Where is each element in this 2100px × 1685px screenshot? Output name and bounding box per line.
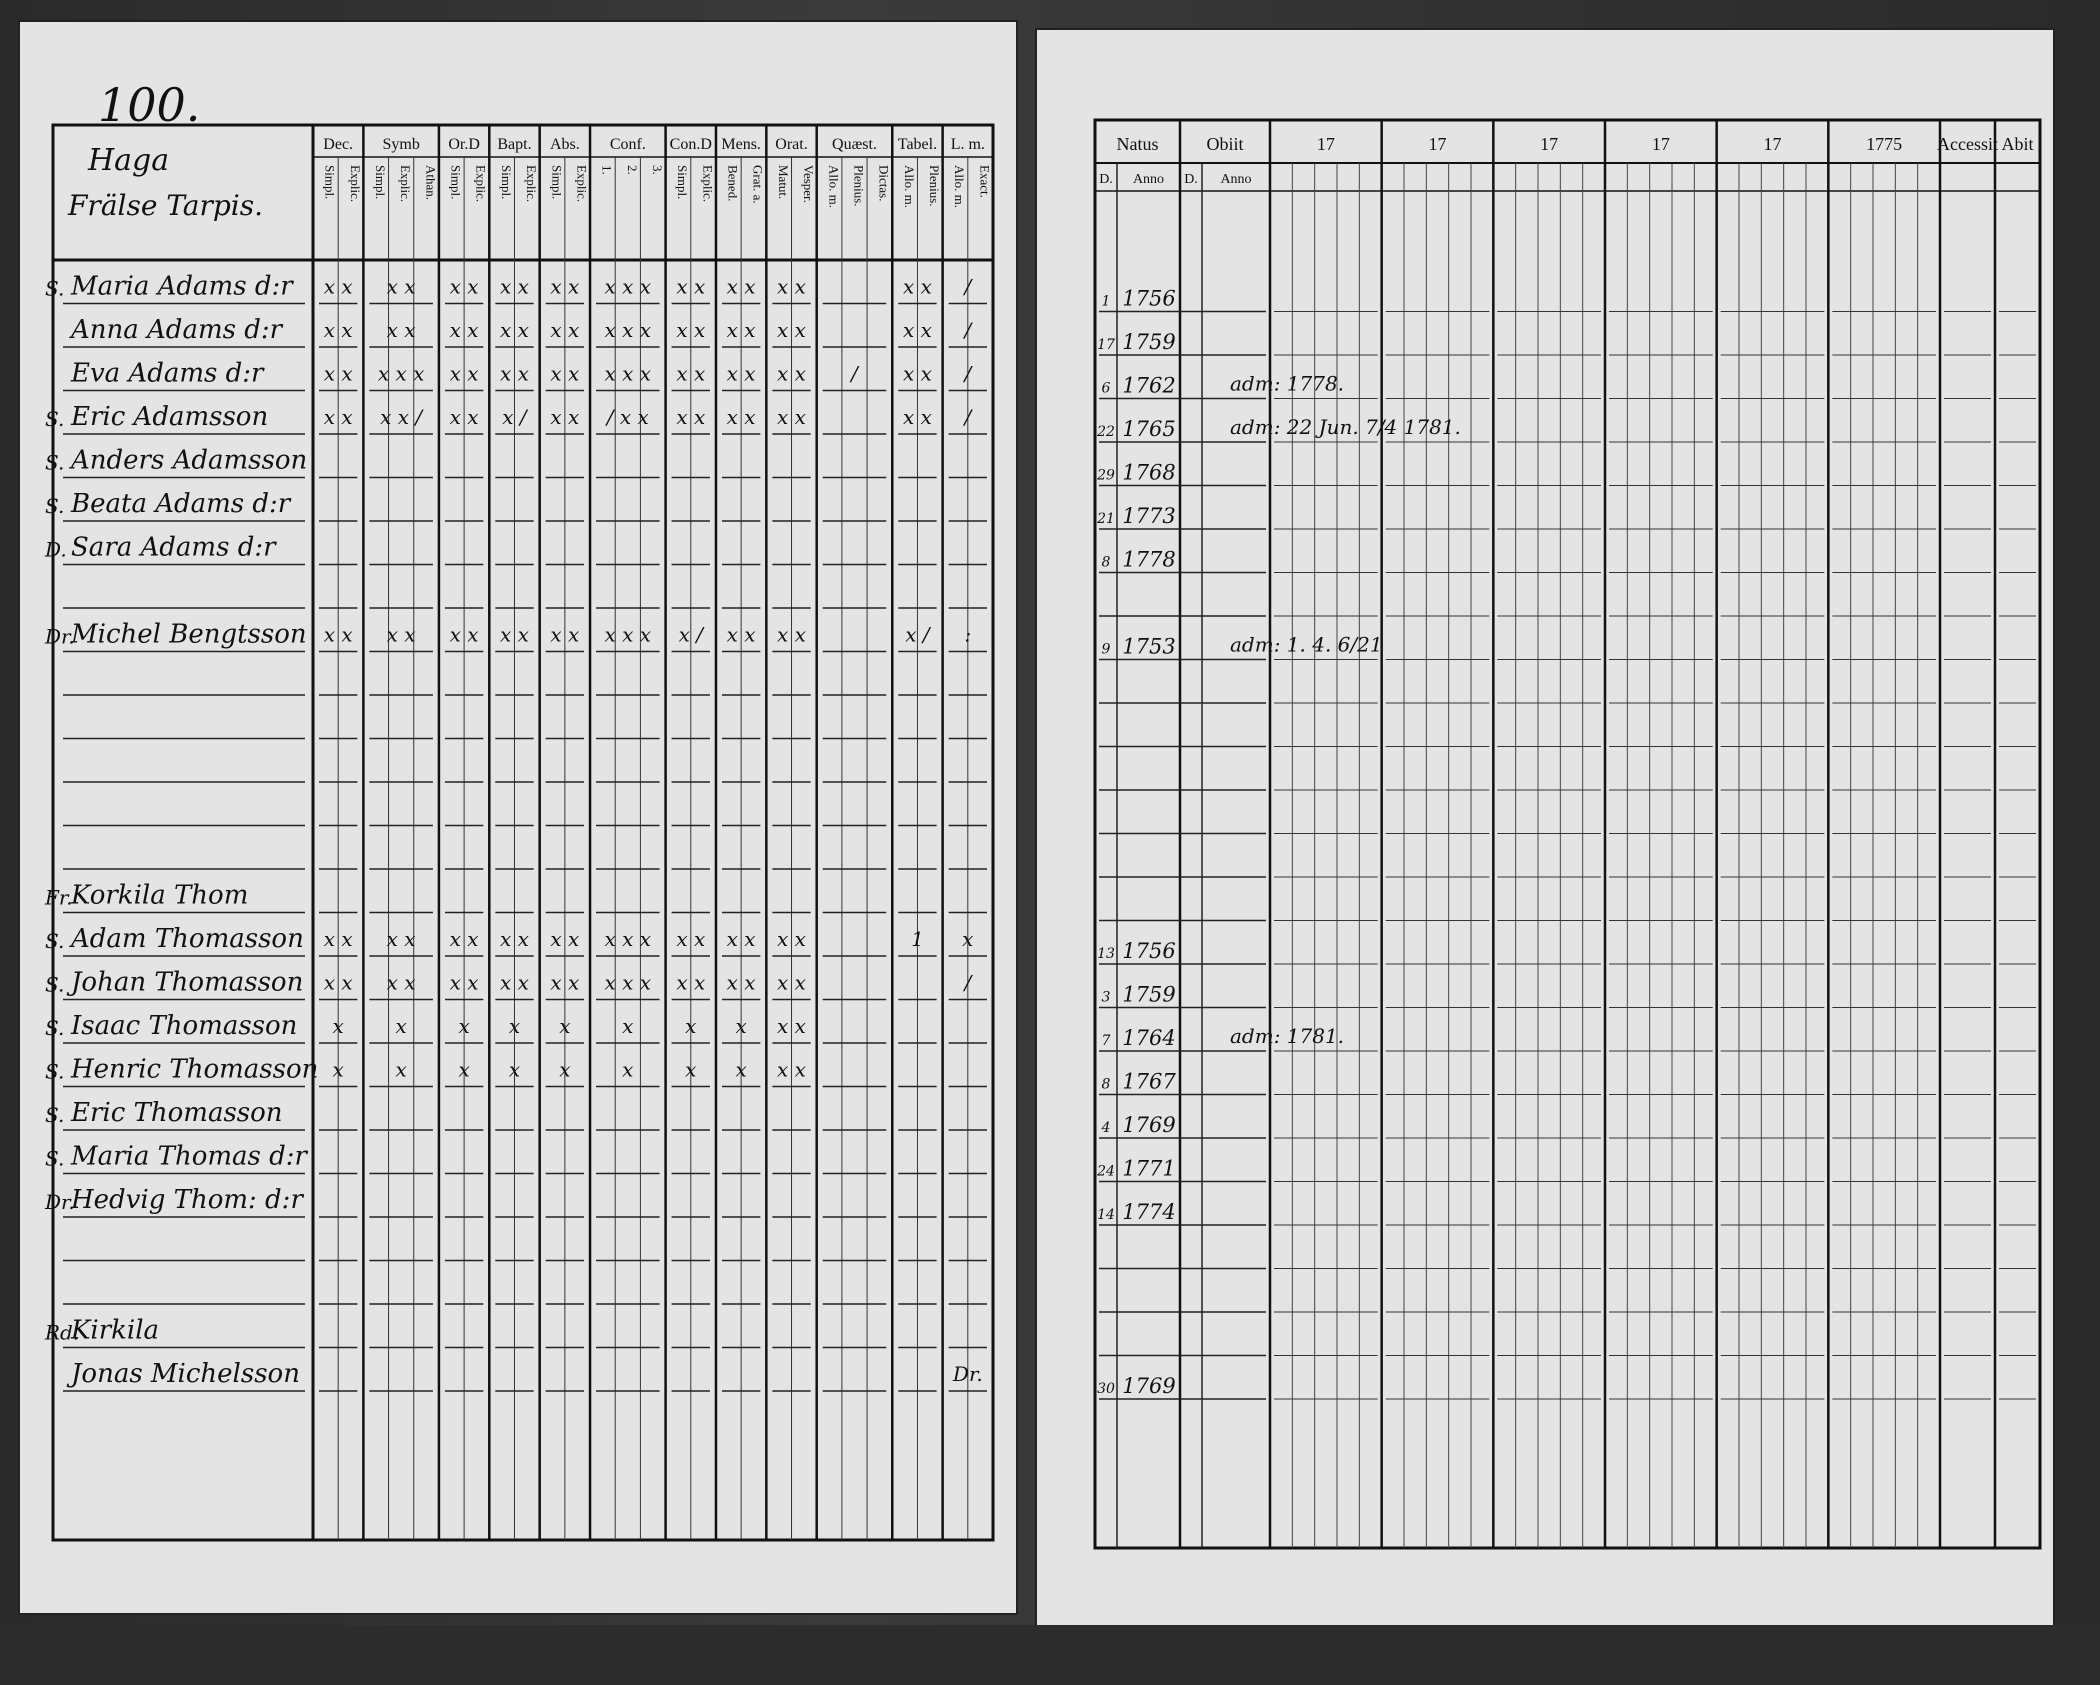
birth-day: 30 — [1097, 1381, 1115, 1397]
column-sub-label: Plenius. — [927, 165, 943, 207]
birth-year: 1769 — [1122, 1374, 1176, 1398]
column-sub-label: Simpl. — [372, 165, 388, 200]
exam-mark: x — [458, 1057, 470, 1082]
exam-mark: x x — [777, 622, 806, 647]
column-sub-label: 1. — [599, 165, 615, 175]
exam-mark: / — [964, 361, 972, 386]
person-name: Maria Thomas d:r — [71, 1141, 307, 1172]
exam-mark: x / — [905, 622, 930, 647]
column-sub-label: Simpl. — [322, 165, 338, 200]
exam-mark: x x — [777, 318, 806, 342]
exam-mark: x x — [902, 405, 932, 429]
exam-mark: x x x — [604, 622, 652, 647]
person-name: Hedvig Thom: d:r — [71, 1185, 303, 1215]
household-type: Frälse Tarpis. — [68, 189, 264, 222]
row-marker: Rd. — [45, 1320, 80, 1345]
birth-year: 1773 — [1122, 504, 1176, 528]
exam-mark: x x — [777, 274, 806, 299]
column-group-label: Abs. — [549, 136, 580, 153]
column-sub-label: Allo. m. — [901, 165, 917, 208]
admission-note: adm: 1778. — [1230, 371, 1345, 396]
exam-mark: x x — [726, 361, 756, 386]
exam-mark: x x x — [377, 361, 425, 386]
birth-day: 17 — [1097, 337, 1115, 353]
right-column-label: 17 — [1316, 134, 1335, 154]
right-sub-label: D. — [1099, 172, 1113, 187]
exam-mark: x x — [323, 318, 353, 342]
exam-mark: x x — [386, 274, 416, 299]
exam-mark: x x — [500, 318, 529, 342]
column-sub-label: 3. — [650, 165, 665, 175]
row-marker: S. — [45, 494, 65, 518]
exam-mark: x x — [500, 970, 529, 995]
exam-mark: x x — [386, 970, 416, 995]
exam-mark: x x — [726, 274, 756, 299]
birth-year: 1759 — [1122, 982, 1176, 1007]
exam-mark: x x — [323, 361, 353, 386]
exam-mark: x x — [726, 405, 756, 429]
exam-mark: x x — [386, 622, 416, 647]
left-page — [18, 20, 1018, 1615]
birth-day: 3 — [1101, 989, 1111, 1006]
exam-mark: x x — [449, 361, 479, 386]
exam-mark: x x — [550, 318, 580, 342]
column-group-label: L. m. — [950, 136, 985, 153]
right-register-grid — [1035, 28, 2055, 1628]
exam-mark: x x — [323, 970, 353, 995]
exam-mark: / — [964, 318, 972, 342]
exam-mark: x x — [500, 274, 529, 299]
person-name: Beata Adams d:r — [71, 489, 291, 519]
right-sub-label: D. — [1184, 172, 1198, 187]
exam-mark: x x — [676, 318, 706, 342]
right-column-label: Abit — [2001, 134, 2034, 154]
exam-mark: x x — [449, 970, 479, 995]
column-sub-label: Grat. a. — [750, 165, 766, 204]
column-sub-label: Exact. — [977, 165, 993, 198]
exam-mark: x x — [726, 318, 756, 342]
right-sub-label: Anno — [1220, 172, 1252, 187]
exam-mark: x x — [500, 927, 529, 951]
person-name: Jonas Michelsson — [71, 1359, 300, 1389]
birth-day: 8 — [1101, 1076, 1111, 1093]
exam-mark: x x — [550, 927, 580, 951]
exam-mark: x — [559, 1057, 571, 1082]
birth-year: 1774 — [1122, 1200, 1176, 1224]
right-column-label: Natus — [1116, 134, 1159, 154]
exam-mark: x x — [550, 405, 580, 429]
person-name: Kirkila — [71, 1315, 160, 1346]
exam-mark: x x — [726, 622, 756, 647]
household-name: Haga — [88, 143, 170, 178]
row-marker: S. — [45, 1016, 65, 1040]
birth-year: 1753 — [1122, 634, 1176, 659]
column-sub-label: Dictas. — [876, 165, 892, 202]
exam-mark: x — [622, 1014, 634, 1038]
exam-mark: x — [559, 1014, 571, 1038]
column-sub-label: Allo. m. — [826, 165, 842, 208]
exam-mark: x x x — [604, 970, 652, 995]
exam-mark: x x — [500, 361, 529, 386]
exam-mark: x — [508, 1014, 521, 1038]
birth-day: 7 — [1101, 1033, 1111, 1049]
birth-day: 8 — [1101, 554, 1111, 571]
birth-day: 4 — [1101, 1120, 1111, 1136]
right-sub-label: Anno — [1132, 172, 1165, 187]
person-name: Eric Adamsson — [71, 402, 269, 432]
scanner-edge — [0, 1625, 2100, 1685]
column-group-label: Tabel. — [897, 136, 938, 153]
person-name: Sara Adams d:r — [71, 532, 276, 563]
exam-mark: x — [332, 1057, 344, 1082]
exam-mark: x x — [777, 1014, 806, 1038]
column-sub-label: Explic. — [574, 165, 590, 203]
exam-mark: x — [508, 1057, 521, 1082]
exam-mark: x x — [777, 970, 806, 995]
exam-mark: x x x — [604, 274, 652, 299]
exam-mark: x — [458, 1014, 470, 1038]
exam-mark: x / — [678, 622, 703, 647]
birth-year: 1764 — [1122, 1026, 1176, 1050]
right-column-label: 1775 — [1866, 134, 1903, 154]
exam-mark: / — [964, 405, 972, 429]
column-sub-label: Explic. — [700, 165, 716, 203]
row-marker: S. — [45, 1103, 65, 1127]
exam-mark: x x — [726, 927, 756, 951]
row-marker: S. — [45, 407, 65, 431]
right-column-label: Accessit — [1937, 134, 1998, 154]
column-sub-label: Matut. — [775, 165, 791, 200]
row-marker: S. — [45, 929, 65, 953]
exam-mark: x x — [449, 622, 479, 647]
exam-mark: x — [685, 1014, 697, 1038]
right-column-label: 17 — [1540, 134, 1559, 154]
person-name: Michel Bengtsson — [71, 619, 307, 650]
exam-mark: x x — [323, 927, 353, 951]
exam-mark: x x — [676, 927, 706, 951]
exam-mark: x x — [902, 361, 932, 386]
birth-day: 1 — [1101, 293, 1111, 310]
person-name: Eric Thomasson — [71, 1098, 283, 1128]
birth-year: 1778 — [1122, 547, 1176, 572]
exam-mark: x x — [902, 318, 932, 342]
column-group-label: Dec. — [323, 136, 354, 153]
exam-mark: x x — [777, 361, 806, 386]
right-page — [1035, 28, 2055, 1628]
person-name: Anna Adams d:r — [71, 315, 283, 345]
birth-day: 13 — [1097, 946, 1115, 962]
birth-year: 1767 — [1122, 1069, 1176, 1094]
exam-mark: x x — [902, 274, 932, 299]
exam-mark: x x x — [604, 361, 652, 386]
person-name: Anders Adamsson — [71, 445, 308, 476]
exam-mark: x x — [500, 622, 529, 647]
column-sub-label: Explic. — [473, 165, 489, 203]
column-group-label: Bapt. — [497, 136, 532, 153]
exam-mark: x x — [550, 970, 580, 995]
column-group-label: Con.D — [669, 136, 712, 153]
birth-day: 6 — [1101, 380, 1111, 397]
exam-mark: x — [735, 1057, 747, 1082]
exam-mark: x — [332, 1014, 344, 1038]
birth-day: 29 — [1097, 467, 1115, 484]
person-name: Eva Adams d:r — [71, 358, 264, 389]
person-name: Johan Thomasson — [71, 967, 304, 998]
exam-mark: x x — [777, 1057, 806, 1082]
exam-mark: x x — [550, 361, 580, 386]
row-marker: S. — [45, 972, 65, 997]
row-marker: Dr. — [45, 1190, 75, 1214]
right-column-label: 17 — [1651, 134, 1670, 154]
exam-mark: x x x — [604, 927, 652, 951]
birth-day: 9 — [1101, 641, 1111, 658]
birth-year: 1768 — [1122, 460, 1176, 485]
birth-year: 1756 — [1122, 286, 1176, 311]
page-number: 100. — [98, 78, 201, 132]
column-sub-label: Explic. — [398, 165, 414, 203]
exam-mark: x x — [323, 274, 353, 299]
person-name: Maria Adams d:r — [71, 271, 293, 302]
column-sub-label: Allo. m. — [952, 165, 968, 208]
column-group-label: Conf. — [609, 136, 646, 153]
birth-year: 1771 — [1122, 1156, 1176, 1181]
exam-mark: x x x — [604, 318, 652, 342]
column-group-label: Mens. — [721, 136, 761, 153]
exam-mark: x x — [550, 622, 580, 647]
exam-mark: x x — [386, 927, 416, 951]
exam-mark: x x — [550, 274, 580, 299]
row-marker: S. — [45, 276, 65, 301]
column-sub-label: Plenius. — [851, 165, 867, 207]
column-sub-label: 2. — [624, 165, 640, 175]
person-name: Henric Thomasson — [71, 1054, 319, 1085]
exam-mark: x x — [676, 361, 706, 386]
birth-year: 1765 — [1122, 417, 1176, 441]
exam-mark: x x — [676, 274, 706, 299]
column-sub-label: Explic. — [524, 165, 540, 203]
column-group-label: Or.D — [448, 136, 480, 153]
exam-mark: x — [962, 927, 974, 951]
right-column-label: 17 — [1763, 134, 1782, 154]
column-sub-label: Vesper. — [801, 165, 817, 203]
right-column-label: 17 — [1428, 134, 1447, 154]
exam-mark: x — [395, 1014, 407, 1038]
exam-mark: / x x — [606, 405, 649, 429]
person-name: Adam Thomasson — [71, 924, 304, 954]
exam-mark: 1 — [911, 927, 924, 951]
birth-year: 1769 — [1122, 1113, 1176, 1137]
birth-year: 1762 — [1122, 373, 1176, 398]
exam-mark: x x — [449, 927, 479, 951]
birth-day: 24 — [1097, 1163, 1115, 1180]
column-sub-label: Explic. — [347, 165, 363, 203]
birth-day: 21 — [1097, 511, 1115, 527]
exam-mark: x x — [777, 927, 806, 951]
exam-mark: x — [395, 1057, 407, 1082]
column-sub-label: Bened. — [725, 165, 741, 202]
exam-mark: x — [735, 1014, 747, 1038]
exam-mark: x x — [386, 318, 416, 342]
row-marker: Fr. — [45, 885, 73, 910]
exam-mark: / — [964, 970, 972, 995]
person-name: Korkila Thom — [71, 880, 249, 911]
left-register-grid — [18, 20, 1018, 1615]
exam-mark: / — [851, 361, 858, 386]
right-column-label: Obiit — [1206, 134, 1244, 154]
column-group-label: Quæst. — [832, 136, 877, 153]
birth-year: 1759 — [1122, 330, 1176, 354]
exam-mark: x x — [777, 405, 806, 429]
column-sub-label: Athan. — [423, 165, 439, 201]
exam-mark: x x — [449, 274, 479, 299]
exam-mark: x x — [323, 405, 353, 429]
exam-mark: : — [964, 622, 972, 647]
exam-mark: x — [622, 1057, 634, 1082]
column-group-label: Symb — [382, 136, 420, 153]
exam-mark: x x — [676, 970, 706, 995]
column-group-label: Orat. — [775, 136, 808, 153]
column-sub-label: Simpl. — [549, 165, 565, 200]
exam-mark: x x — [449, 405, 479, 429]
row-marker: S. — [45, 1146, 65, 1171]
exam-mark: x x — [449, 318, 479, 342]
exam-mark: x x — [323, 622, 353, 647]
person-name: Isaac Thomasson — [71, 1011, 298, 1041]
column-sub-label: Simpl. — [498, 165, 514, 200]
exam-mark: x x — [726, 970, 756, 995]
admission-note: adm: 22 Jun. 7/4 1781. — [1230, 415, 1461, 439]
exam-mark: x x — [676, 405, 706, 429]
column-sub-label: Simpl. — [448, 165, 464, 200]
exam-mark: x / — [502, 405, 527, 429]
row-marker: S. — [45, 1059, 65, 1084]
row-marker: S. — [45, 450, 65, 475]
row-marker: Dr. — [45, 624, 75, 649]
birth-day: 22 — [1097, 424, 1115, 440]
birth-day: 14 — [1097, 1207, 1115, 1223]
exam-mark: / — [964, 274, 972, 299]
column-sub-label: Simpl. — [675, 165, 691, 200]
exam-mark: Dr. — [952, 1362, 983, 1386]
row-marker: D. — [45, 537, 67, 562]
birth-year: 1756 — [1122, 939, 1176, 963]
admission-note: adm: 1. 4. 6/21 — [1230, 632, 1383, 657]
exam-mark: x x / — [380, 405, 423, 429]
admission-note: adm: 1781. — [1230, 1024, 1345, 1048]
exam-mark: x — [685, 1057, 697, 1082]
